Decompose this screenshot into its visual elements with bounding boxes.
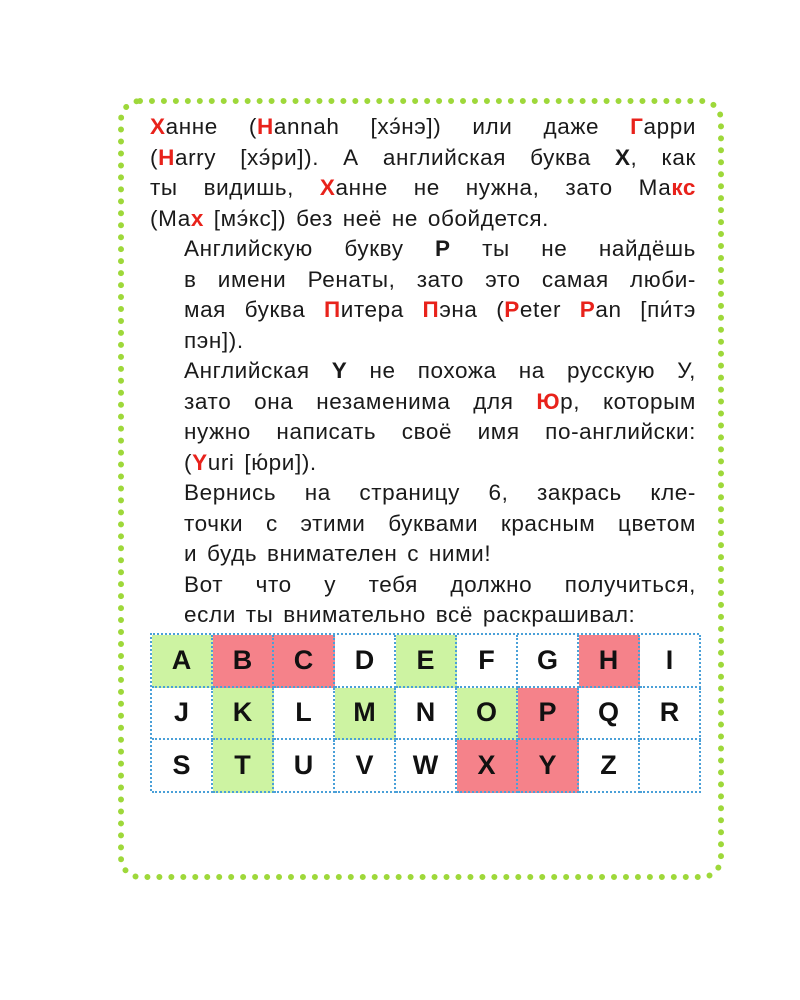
text-segment: , как bbox=[630, 144, 696, 170]
text-segment: нужно написать своё имя по-английски: bbox=[184, 419, 696, 444]
letter-cell-c: C bbox=[274, 635, 335, 688]
text-segment: и будь внимателен с ними! bbox=[184, 541, 492, 566]
letter-cell-u: U bbox=[274, 740, 335, 793]
letter-cell-y: Y bbox=[518, 740, 579, 793]
letter-cell-s: S bbox=[152, 740, 213, 793]
highlighted-letter: П bbox=[323, 297, 341, 322]
bold-letter: P bbox=[435, 236, 451, 261]
letter-cell-z: Z bbox=[579, 740, 640, 793]
text-segment: арри bbox=[643, 114, 696, 139]
highlighted-letter: П bbox=[422, 297, 440, 322]
text-line bbox=[150, 265, 696, 296]
text-segment: ( bbox=[184, 449, 193, 475]
letter-cell-g: G bbox=[518, 635, 579, 688]
text-segment: an [пи́тэ bbox=[595, 297, 696, 322]
empty-cell bbox=[640, 740, 701, 793]
text-segment: (Ма bbox=[150, 205, 191, 231]
text-block bbox=[150, 112, 696, 631]
text-line bbox=[150, 112, 696, 143]
text-segment: если ты внимательно всё раскрашивал: bbox=[184, 602, 636, 627]
text-line bbox=[150, 417, 696, 448]
text-line bbox=[150, 478, 696, 509]
text-segment: р, которым bbox=[560, 388, 696, 414]
letter-cell-d: D bbox=[335, 635, 396, 688]
text-segment: Английскую букву bbox=[184, 236, 436, 261]
text-line bbox=[150, 173, 696, 204]
text-segment: эна ( bbox=[439, 297, 505, 322]
text-segment: зато она незаменима для bbox=[184, 388, 537, 414]
highlighted-letter: H bbox=[158, 144, 175, 170]
text-segment: точки с этими буквами красным цветом bbox=[184, 510, 696, 536]
letter-cell-k: K bbox=[213, 688, 274, 741]
text-segment: Вот что у тебя должно получиться, bbox=[184, 571, 696, 597]
text-line bbox=[150, 509, 696, 540]
letter-cell-t: T bbox=[213, 740, 274, 793]
highlighted-letter: Y bbox=[192, 449, 208, 475]
highlighted-letter: кс bbox=[671, 175, 696, 200]
text-line bbox=[150, 295, 696, 326]
bold-letter: Y bbox=[331, 358, 348, 383]
highlighted-letter: Х bbox=[319, 175, 336, 200]
text-line bbox=[150, 448, 696, 479]
letter-cell-v: V bbox=[335, 740, 396, 793]
letter-grid bbox=[150, 633, 699, 791]
text-segment: ты видишь, bbox=[150, 175, 320, 200]
text-line bbox=[150, 143, 696, 174]
letter-cell-e: E bbox=[396, 635, 457, 688]
letter-cell-o: O bbox=[457, 688, 518, 741]
text-line bbox=[150, 234, 696, 265]
letter-cell-q: Q bbox=[579, 688, 640, 741]
highlighted-letter: Ю bbox=[536, 388, 561, 414]
letter-cell-h: H bbox=[579, 635, 640, 688]
text-segment: uri [ю́ри]). bbox=[207, 449, 317, 475]
text-line bbox=[150, 356, 696, 387]
text-segment: в имени Ренаты, зато это самая люби- bbox=[184, 266, 696, 292]
highlighted-letter: P bbox=[504, 297, 520, 322]
letter-cell-j: J bbox=[152, 688, 213, 741]
text-segment: [мэ́кс]) без неё не обойдется. bbox=[203, 205, 549, 231]
text-line bbox=[150, 539, 696, 570]
paragraph bbox=[150, 112, 696, 234]
text-line bbox=[150, 326, 696, 357]
text-line bbox=[150, 570, 696, 601]
text-segment: ты не найдёшь bbox=[450, 236, 696, 261]
text-segment: Английская bbox=[184, 358, 332, 383]
text-segment: анне не нужна, зато Ма bbox=[335, 175, 672, 200]
highlighted-letter: H bbox=[257, 114, 274, 139]
paragraph bbox=[150, 570, 696, 631]
letter-cell-n: N bbox=[396, 688, 457, 741]
text-line bbox=[150, 600, 696, 631]
letter-cell-a: A bbox=[152, 635, 213, 688]
letter-cell-w: W bbox=[396, 740, 457, 793]
letter-cell-p: P bbox=[518, 688, 579, 741]
letter-cell-b: B bbox=[213, 635, 274, 688]
text-segment: ( bbox=[150, 144, 159, 170]
text-segment: eter bbox=[519, 297, 580, 322]
text-segment: Вернись на страницу 6, закрась кле- bbox=[184, 480, 696, 505]
text-segment: итера bbox=[340, 297, 423, 322]
text-line bbox=[150, 204, 696, 235]
letter-cell-i: I bbox=[640, 635, 701, 688]
letter-cell-f: F bbox=[457, 635, 518, 688]
letter-cell-x: X bbox=[457, 740, 518, 793]
highlighted-letter: Х bbox=[150, 114, 166, 139]
text-segment: не похожа на русскую У, bbox=[347, 358, 696, 383]
bold-letter: X bbox=[614, 144, 631, 170]
letter-cell-r: R bbox=[640, 688, 701, 741]
text-segment: annah [хэ́нэ]) или даже bbox=[273, 114, 631, 139]
letter-cell-l: L bbox=[274, 688, 335, 741]
paragraph bbox=[150, 478, 696, 570]
paragraph bbox=[150, 356, 696, 478]
highlighted-letter: P bbox=[579, 297, 596, 322]
paragraph bbox=[150, 234, 696, 356]
highlighted-letter: Г bbox=[630, 114, 644, 139]
text-segment: пэн]). bbox=[184, 327, 244, 353]
highlighted-letter: x bbox=[190, 205, 204, 231]
text-segment: arry [хэ́ри]). А английская буква bbox=[174, 144, 615, 170]
letter-cell-m: M bbox=[335, 688, 396, 741]
text-segment: анне ( bbox=[165, 114, 258, 139]
text-segment: мая буква bbox=[184, 297, 324, 322]
text-line bbox=[150, 387, 696, 418]
